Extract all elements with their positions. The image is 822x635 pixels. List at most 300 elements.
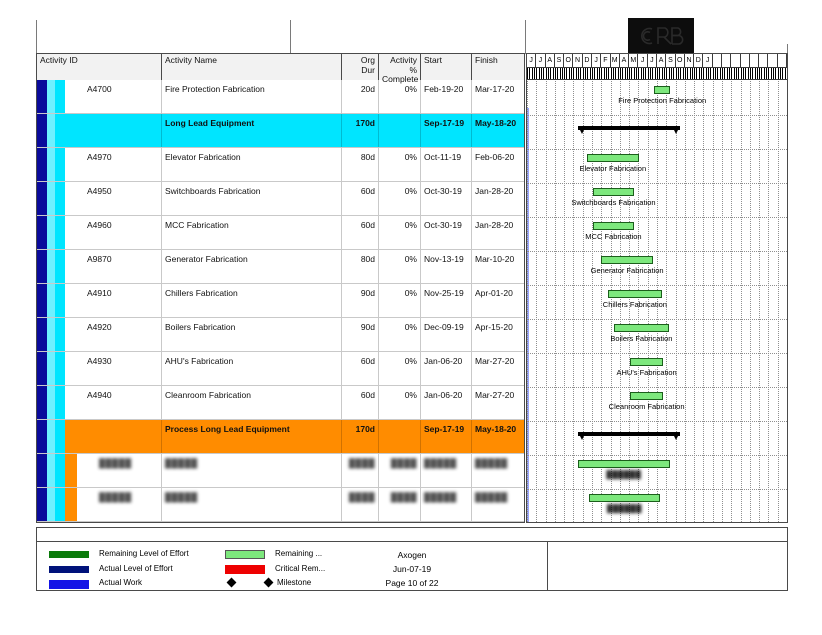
indent-rail-1 <box>37 284 47 317</box>
timescale-week-tick <box>532 68 533 79</box>
crb-logo <box>628 18 694 54</box>
timescale-week-tick <box>706 68 707 79</box>
cell-activity-id <box>65 420 162 453</box>
timescale-week-tick <box>634 68 635 79</box>
timescale-week-tick <box>527 68 528 79</box>
timescale-week-tick <box>724 68 725 79</box>
table-header-row <box>37 54 524 84</box>
gantt-summary-bar[interactable] <box>578 126 681 130</box>
indent-rail-1 <box>37 114 47 147</box>
timescale-week-tick <box>692 68 693 79</box>
table-row[interactable] <box>37 250 524 284</box>
cell-pct-complete: 0% <box>379 386 421 419</box>
gantt-gridline-horizontal <box>527 455 787 456</box>
cell-start: Dec-09-19 <box>421 318 472 351</box>
timescale-week-tick <box>543 68 544 79</box>
timescale-week-tick <box>745 68 746 79</box>
cell-start: Nov-25-19 <box>421 284 472 317</box>
indent-rail-3 <box>55 352 65 385</box>
column-header-activity-id[interactable]: Activity ID <box>37 54 162 80</box>
timescale-week-tick <box>611 68 612 79</box>
timescale-week-tick <box>615 68 616 79</box>
gantt-task-bar[interactable] <box>589 494 659 502</box>
cell-start <box>421 454 472 487</box>
indent-rail-3 <box>55 318 65 351</box>
timescale-month: J <box>638 54 647 67</box>
timescale-week-tick <box>750 68 751 79</box>
timescale-week-tick <box>775 68 776 79</box>
footer-project-name: Axogen <box>397 550 427 560</box>
table-row[interactable] <box>37 182 524 216</box>
timescale-week-tick <box>722 68 723 79</box>
timescale-week-tick <box>773 68 774 79</box>
legend-label-milestone: Milestone <box>277 578 312 587</box>
footer-page-number: Page 10 of 22 <box>385 578 439 588</box>
timescale-month: O <box>676 54 685 67</box>
gantt-gridline-horizontal <box>527 149 787 150</box>
indent-rail-2 <box>47 80 55 113</box>
legend-label-critical-remaining: Critical Rem... <box>275 564 326 573</box>
cell-finish: Apr-01-20 <box>475 288 513 298</box>
cell-activity-name: Boilers Fabrication <box>162 318 342 351</box>
cell-start: Sep-17-19 <box>421 114 472 147</box>
gantt-bar-label: Fire Protection Fabrication <box>618 96 707 105</box>
table-row[interactable] <box>37 488 524 522</box>
cell-finish: Mar-27-20 <box>475 390 515 400</box>
legend-label-actual-work: Actual Work <box>99 578 142 587</box>
column-header-finish[interactable]: Finish <box>472 54 524 80</box>
cell-finish: Mar-27-20 <box>475 356 515 366</box>
timescale-week-tick <box>594 68 595 79</box>
gantt-task-bar[interactable] <box>630 392 664 400</box>
timescale-weeks <box>527 67 787 80</box>
cell-finish: Apr-15-20 <box>475 322 513 332</box>
timescale-week-tick <box>620 68 621 79</box>
timescale-week-tick <box>599 68 600 79</box>
timescale-week-tick <box>625 68 626 79</box>
gantt-gridline-horizontal <box>527 217 787 218</box>
gantt-bar-label: Chillers Fabrication <box>602 300 667 309</box>
table-row[interactable] <box>37 386 524 420</box>
indent-rail-1 <box>37 488 47 521</box>
cell-finish: May-18-20 <box>475 424 517 434</box>
redacted-text: █████ <box>99 492 132 502</box>
timescale-week-tick <box>687 68 688 79</box>
timescale-week-tick <box>643 68 644 79</box>
indent-rail-3 <box>55 488 65 521</box>
timescale-week-tick <box>562 68 563 79</box>
cell-activity-id: A4920 <box>65 318 162 351</box>
gantt-gridline-horizontal <box>527 353 787 354</box>
redacted-text: ████ <box>390 492 417 502</box>
redacted-text: ████ <box>348 492 375 502</box>
cell-finish: Mar-17-20 <box>475 84 515 94</box>
gantt-task-bar[interactable] <box>630 358 664 366</box>
gantt-bar-label: Generator Fabrication <box>590 266 664 275</box>
cell-finish: May-18-20 <box>475 118 517 128</box>
timescale-week-tick <box>578 68 579 79</box>
timescale-week-tick <box>708 68 709 79</box>
timescale-month: J <box>536 54 545 67</box>
indent-rail-3 <box>55 148 65 181</box>
timescale-month <box>741 54 750 67</box>
cell-org-dur: 90d <box>342 318 379 351</box>
indent-rail-1 <box>37 80 47 113</box>
redacted-text: █████ <box>424 492 457 502</box>
timescale-week-tick <box>696 68 697 79</box>
timescale-week-tick <box>738 68 739 79</box>
timescale-week-tick <box>715 68 716 79</box>
cell-start: Nov-13-19 <box>421 250 472 283</box>
gantt-task-bar[interactable] <box>654 86 670 94</box>
cell-pct-complete: 0% <box>379 182 421 215</box>
indent-rail-2 <box>47 216 55 249</box>
timescale-month <box>713 54 722 67</box>
timescale-week-tick <box>580 68 581 79</box>
timescale-week-tick <box>780 68 781 79</box>
table-row[interactable] <box>37 80 524 114</box>
table-row[interactable] <box>37 216 524 250</box>
timescale-week-tick <box>771 68 772 79</box>
timescale-week-tick <box>652 68 653 79</box>
tick-left <box>36 20 37 54</box>
indent-rail-2 <box>47 284 55 317</box>
timescale-week-tick <box>583 68 584 79</box>
indent-rail-3 <box>55 182 65 215</box>
cell-pct-complete: 0% <box>379 80 421 113</box>
timescale-week-tick <box>590 68 591 79</box>
gantt-bar-label: Elevator Fabrication <box>579 164 647 173</box>
timescale-week-tick <box>734 68 735 79</box>
redacted-text: ████ <box>348 458 375 468</box>
timescale-week-tick <box>648 68 649 79</box>
activity-table <box>36 53 525 523</box>
table-row[interactable] <box>37 318 524 352</box>
gantt-gridline-horizontal <box>527 387 787 388</box>
indent-rail-3 <box>55 284 65 317</box>
table-body <box>37 80 524 522</box>
gantt-summary-bar[interactable] <box>578 432 681 436</box>
timescale-week-tick <box>778 68 779 79</box>
cell-pct-complete <box>379 488 421 521</box>
timescale-month: A <box>546 54 555 67</box>
timescale-week-tick <box>680 68 681 79</box>
indent-rail-3 <box>55 114 65 147</box>
gantt-task-bar[interactable] <box>578 460 670 468</box>
timescale-week-tick <box>585 68 586 79</box>
timescale-week-tick <box>546 68 547 79</box>
cell-finish: Mar-10-20 <box>475 254 515 264</box>
indent-rail-2 <box>47 318 55 351</box>
cell-org-dur: 20d <box>342 80 379 113</box>
cell-pct-complete <box>379 454 421 487</box>
timescale-week-tick <box>564 68 565 79</box>
indent-rail-1 <box>37 250 47 283</box>
gantt-task-bar[interactable] <box>608 290 663 298</box>
timescale-week-tick <box>601 68 602 79</box>
cell-activity-name <box>162 488 342 521</box>
timescale-week-tick <box>553 68 554 79</box>
legend-label-actual-level-of-effort: Actual Level of Effort <box>99 564 173 573</box>
cell-activity-name: Process Long Lead Equipment <box>162 420 342 453</box>
timescale-week-tick <box>743 68 744 79</box>
indent-rail-3 <box>55 386 65 419</box>
cell-activity-name: MCC Fabrication <box>162 216 342 249</box>
redacted-text: █████ <box>165 492 198 502</box>
timescale-month <box>778 54 787 67</box>
timescale-week-tick <box>641 68 642 79</box>
timescale-week-tick <box>650 68 651 79</box>
column-header-activity-name[interactable]: Activity Name <box>162 54 342 80</box>
timescale-week-tick <box>657 68 658 79</box>
cell-pct-complete <box>379 420 421 453</box>
timescale-month: S <box>555 54 564 67</box>
gantt-gridline-horizontal <box>527 489 787 490</box>
table-row[interactable] <box>37 148 524 182</box>
gantt-gridline-horizontal <box>527 421 787 422</box>
cell-start: Feb-19-20 <box>421 80 472 113</box>
indent-rail-3 <box>55 216 65 249</box>
timescale-week-tick <box>576 68 577 79</box>
gantt-task-bar[interactable] <box>593 222 633 230</box>
cell-org-dur: 60d <box>342 352 379 385</box>
timescale-week-tick <box>685 68 686 79</box>
cell-finish: Jan-28-20 <box>475 220 514 230</box>
cell-activity-name: Long Lead Equipment <box>162 114 342 147</box>
timescale-week-tick <box>597 68 598 79</box>
timescale-month: J <box>527 54 536 67</box>
cell-activity-name: AHU's Fabrication <box>162 352 342 385</box>
indent-rail-1 <box>37 318 47 351</box>
indent-rail-orange <box>65 488 77 521</box>
timescale-week-tick <box>710 68 711 79</box>
timescale-week-tick <box>671 68 672 79</box>
timescale-week-tick <box>555 68 556 79</box>
timescale-month: J <box>703 54 712 67</box>
column-header-start[interactable]: Start <box>421 54 472 80</box>
gantt-chart <box>526 53 788 523</box>
timescale-week-tick <box>690 68 691 79</box>
timescale-week-tick <box>752 68 753 79</box>
redacted-text: █████ <box>475 492 508 502</box>
indent-rail-1 <box>37 386 47 419</box>
timescale-week-tick <box>694 68 695 79</box>
timescale-week-tick <box>703 68 704 79</box>
timescale-week-tick <box>785 68 786 79</box>
indent-rail-1 <box>37 352 47 385</box>
timescale-week-tick <box>741 68 742 79</box>
timescale-week-tick <box>541 68 542 79</box>
timescale-week-tick <box>631 68 632 79</box>
cell-pct-complete: 0% <box>379 284 421 317</box>
cell-activity-id: A9870 <box>65 250 162 283</box>
timescale-week-tick <box>757 68 758 79</box>
timescale-week-tick <box>759 68 760 79</box>
timescale-week-tick <box>761 68 762 79</box>
cell-pct-complete: 0% <box>379 148 421 181</box>
table-row[interactable] <box>37 352 524 386</box>
timescale-week-tick <box>613 68 614 79</box>
gantt-gridline-horizontal <box>527 251 787 252</box>
cell-start: Sep-17-19 <box>421 420 472 453</box>
cell-org-dur: 80d <box>342 250 379 283</box>
cell-finish <box>472 454 524 487</box>
timescale-week-tick <box>548 68 549 79</box>
cell-activity-id: A4970 <box>65 148 162 181</box>
timescale-week-tick <box>529 68 530 79</box>
timescale-week-tick <box>673 68 674 79</box>
timescale-week-tick <box>717 68 718 79</box>
gantt-gridline-horizontal <box>527 183 787 184</box>
cell-activity-id: A4700 <box>65 80 162 113</box>
gantt-bar-label: ██████ <box>607 504 642 513</box>
gantt-plot-area <box>527 81 787 522</box>
timescale-week-tick <box>539 68 540 79</box>
legend-label-remaining-level-of-effort: Remaining Level of Effort <box>99 549 189 558</box>
timescale-month <box>731 54 740 67</box>
cell-start: Oct-11-19 <box>421 148 472 181</box>
timescale-month: N <box>685 54 694 67</box>
timescale-week-tick <box>669 68 670 79</box>
cell-org-dur: 80d <box>342 148 379 181</box>
timescale-month <box>722 54 731 67</box>
cell-finish: Feb-06-20 <box>475 152 515 162</box>
column-header-org-dur[interactable]: Org Dur <box>342 54 379 80</box>
cell-activity-name: Switchboards Fabrication <box>162 182 342 215</box>
table-row[interactable] <box>37 284 524 318</box>
gantt-bar-label: AHU's Fabrication <box>616 368 677 377</box>
timescale-week-tick <box>536 68 537 79</box>
redacted-text: █████ <box>475 458 508 468</box>
timescale-week-tick <box>557 68 558 79</box>
cell-activity-name: Elevator Fabrication <box>162 148 342 181</box>
indent-rail-2 <box>47 386 55 419</box>
cell-pct-complete: 0% <box>379 318 421 351</box>
timescale-week-tick <box>587 68 588 79</box>
cell-activity-name: Fire Protection Fabrication <box>162 80 342 113</box>
timescale-week-tick <box>713 68 714 79</box>
timescale-week-tick <box>534 68 535 79</box>
redacted-text: █████ <box>99 458 132 468</box>
timescale-week-tick <box>638 68 639 79</box>
timescale-week-tick <box>768 68 769 79</box>
footer-date: Jun-07-19 <box>392 564 432 574</box>
cell-pct-complete <box>379 114 421 147</box>
gantt-bar-label: Boilers Fabrication <box>610 334 673 343</box>
tick-mid <box>290 20 291 54</box>
timescale-month: D <box>583 54 592 67</box>
indent-rail-3 <box>55 420 65 453</box>
gantt-bar-label: MCC Fabrication <box>585 232 642 241</box>
indent-rail-2 <box>47 454 55 487</box>
cell-activity-id: A4930 <box>65 352 162 385</box>
gantt-gridline-vertical <box>787 81 788 522</box>
summary-row[interactable] <box>37 114 524 148</box>
timescale-week-tick <box>748 68 749 79</box>
timescale-week-tick <box>678 68 679 79</box>
timescale-week-tick <box>764 68 765 79</box>
cell-org-dur: 90d <box>342 284 379 317</box>
indent-rail-3 <box>55 250 65 283</box>
timescale-week-tick <box>655 68 656 79</box>
cell-start: Jan-06-20 <box>421 386 472 419</box>
timescale-week-tick <box>729 68 730 79</box>
gantt-gridline-horizontal <box>527 285 787 286</box>
redacted-text: █████ <box>424 458 457 468</box>
cell-start <box>421 488 472 521</box>
cell-activity-name: Chillers Fabrication <box>162 284 342 317</box>
cell-activity-name: Cleanroom Fabrication <box>162 386 342 419</box>
timescale-month: D <box>694 54 703 67</box>
indent-rail-2 <box>47 488 55 521</box>
timescale-week-tick <box>629 68 630 79</box>
cell-pct-complete: 0% <box>379 216 421 249</box>
timescale-months <box>527 54 787 67</box>
timescale-week-tick <box>731 68 732 79</box>
gantt-gridline-horizontal <box>527 115 787 116</box>
timescale-week-tick <box>664 68 665 79</box>
timescale-month: A <box>620 54 629 67</box>
cell-activity-id <box>65 114 162 147</box>
gantt-task-bar[interactable] <box>587 154 639 162</box>
timescale-week-tick <box>627 68 628 79</box>
cell-start: Oct-30-19 <box>421 182 472 215</box>
indent-rail-2 <box>47 250 55 283</box>
cell-org-dur: 60d <box>342 182 379 215</box>
indent-rail-3 <box>55 80 65 113</box>
timescale-week-tick <box>550 68 551 79</box>
indent-rail-3 <box>55 454 65 487</box>
cell-org-dur: 170d <box>342 420 379 453</box>
indent-rail-orange <box>65 454 77 487</box>
cell-pct-complete: 0% <box>379 352 421 385</box>
gantt-gridline-horizontal <box>527 319 787 320</box>
legend-label-remaining: Remaining ... <box>275 549 323 558</box>
cell-activity-name: Generator Fabrication <box>162 250 342 283</box>
gantt-task-bar[interactable] <box>614 324 669 332</box>
timescale-week-tick <box>766 68 767 79</box>
timescale-week-tick <box>645 68 646 79</box>
timescale-month: S <box>666 54 675 67</box>
timescale-month: J <box>592 54 601 67</box>
summary-row[interactable] <box>37 420 524 454</box>
gantt-bar-label: Cleanroom Fabrication <box>608 402 685 411</box>
legend-panel <box>36 541 788 591</box>
cell-start: Oct-30-19 <box>421 216 472 249</box>
cell-activity-name <box>162 454 342 487</box>
timescale-month: N <box>573 54 582 67</box>
column-header-pct-complete[interactable]: Activity % Complete <box>379 54 421 80</box>
cell-activity-id: A4910 <box>65 284 162 317</box>
indent-rail-1 <box>37 148 47 181</box>
gantt-task-bar[interactable] <box>593 188 633 196</box>
timescale-week-tick <box>636 68 637 79</box>
indent-rail-2 <box>47 182 55 215</box>
timescale-week-tick <box>662 68 663 79</box>
indent-rail-1 <box>37 420 47 453</box>
timescale-week-tick <box>592 68 593 79</box>
cell-activity-id: A4940 <box>65 386 162 419</box>
cell-finish: Jan-28-20 <box>475 186 514 196</box>
indent-rail-2 <box>47 148 55 181</box>
timescale-month: J <box>648 54 657 67</box>
gantt-task-bar[interactable] <box>601 256 653 264</box>
timescale-week-tick <box>727 68 728 79</box>
table-row[interactable] <box>37 454 524 488</box>
cell-activity-id <box>77 454 162 487</box>
timescale-month <box>768 54 777 67</box>
timescale-month: M <box>629 54 638 67</box>
